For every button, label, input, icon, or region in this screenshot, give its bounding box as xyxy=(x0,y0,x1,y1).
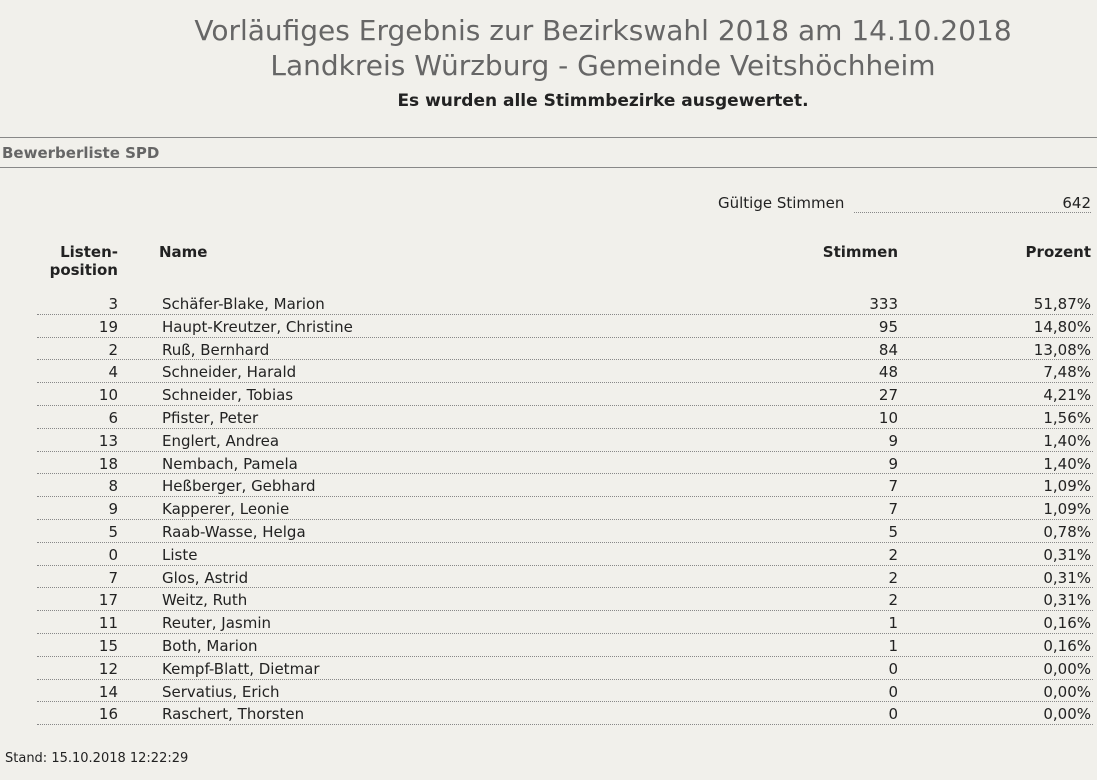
table-row xyxy=(37,611,1093,634)
cell-percent: 0,16% xyxy=(1043,636,1091,655)
cell-percent: 0,31% xyxy=(1043,591,1091,610)
page-header xyxy=(0,0,1097,138)
cell-votes: 1 xyxy=(888,636,898,655)
cell-percent: 51,87% xyxy=(1033,295,1091,313)
cell-position: 11 xyxy=(98,614,118,633)
table-row xyxy=(37,588,1093,611)
table-row xyxy=(37,474,1093,497)
cell-votes: 5 xyxy=(888,522,898,541)
table-row xyxy=(37,634,1093,657)
cell-percent: 0,00% xyxy=(1043,705,1091,724)
section-header xyxy=(0,137,1097,168)
cell-position: 4 xyxy=(108,363,118,382)
cell-name: Pfister, Peter xyxy=(162,408,259,427)
page-title: Vorläufiges Ergebnis zur Bezirkswahl 2018 am 14.10.2018 xyxy=(194,14,1012,47)
table-row xyxy=(37,292,1093,315)
status-message: Es wurden alle Stimmbezirke ausgewertet. xyxy=(397,91,809,111)
cell-votes: 2 xyxy=(888,545,898,564)
cell-votes: 0 xyxy=(888,682,898,701)
table-row xyxy=(37,543,1093,566)
cell-name: Heßberger, Gebhard xyxy=(162,477,316,496)
column-header-votes: Stimmen xyxy=(822,243,898,261)
cell-position: 0 xyxy=(108,545,118,564)
cell-votes: 84 xyxy=(878,340,898,359)
column-header-position-line1: Listen- xyxy=(60,243,118,261)
cell-percent: 1,40% xyxy=(1043,454,1091,473)
cell-name: Raschert, Thorsten xyxy=(162,705,305,724)
cell-percent: 0,00% xyxy=(1043,659,1091,678)
timestamp: Stand: 15.10.2018 12:22:29 xyxy=(5,751,189,766)
cell-position: 19 xyxy=(98,317,118,336)
column-header-name: Name xyxy=(159,243,208,261)
cell-percent: 1,56% xyxy=(1043,408,1091,427)
section-title: Bewerberliste SPD xyxy=(2,144,160,162)
cell-percent: 0,31% xyxy=(1043,545,1091,564)
cell-votes: 0 xyxy=(888,705,898,724)
table-row xyxy=(37,452,1093,475)
table-row xyxy=(37,383,1093,406)
cell-name: Ruß, Bernhard xyxy=(162,340,270,359)
table-row xyxy=(37,520,1093,543)
table-row xyxy=(37,315,1093,338)
cell-position: 7 xyxy=(108,568,118,587)
cell-percent: 7,48% xyxy=(1043,363,1091,382)
cell-position: 9 xyxy=(108,500,118,519)
cell-votes: 2 xyxy=(888,591,898,610)
cell-position: 2 xyxy=(108,340,118,359)
cell-percent: 1,40% xyxy=(1043,431,1091,450)
table-row xyxy=(37,702,1093,725)
cell-name: Nembach, Pamela xyxy=(162,454,298,473)
table-row xyxy=(37,657,1093,680)
cell-votes: 0 xyxy=(888,659,898,678)
cell-position: 16 xyxy=(98,705,118,724)
column-header-percent: Prozent xyxy=(1025,243,1091,261)
cell-position: 18 xyxy=(98,454,118,473)
cell-name: Schneider, Harald xyxy=(162,363,297,382)
cell-position: 13 xyxy=(98,431,118,450)
column-header-position-line2: position xyxy=(49,261,118,279)
cell-position: 8 xyxy=(108,477,118,496)
cell-position: 17 xyxy=(98,591,118,610)
cell-votes: 9 xyxy=(888,431,898,450)
cell-votes: 1 xyxy=(888,614,898,633)
column-header-position xyxy=(40,243,118,279)
cell-name: Haupt-Kreutzer, Christine xyxy=(162,317,353,336)
cell-votes: 48 xyxy=(878,363,898,382)
cell-position: 15 xyxy=(98,636,118,655)
cell-votes: 7 xyxy=(888,500,898,519)
table-row xyxy=(37,680,1093,703)
cell-percent: 14,80% xyxy=(1033,317,1091,336)
cell-percent: 0,78% xyxy=(1043,522,1091,541)
cell-name: Schneider, Tobias xyxy=(162,386,294,405)
cell-percent: 13,08% xyxy=(1033,340,1091,359)
cell-votes: 27 xyxy=(878,386,898,405)
cell-votes: 2 xyxy=(888,568,898,587)
cell-position: 14 xyxy=(98,682,118,701)
cell-percent: 1,09% xyxy=(1043,500,1091,519)
cell-votes: 333 xyxy=(869,295,898,313)
cell-position: 12 xyxy=(98,659,118,678)
cell-position: 3 xyxy=(108,295,118,313)
cell-votes: 7 xyxy=(888,477,898,496)
cell-votes: 9 xyxy=(888,454,898,473)
cell-name: Raab-Wasse, Helga xyxy=(162,522,306,541)
table-row xyxy=(37,338,1093,361)
cell-percent: 0,16% xyxy=(1043,614,1091,633)
valid-votes-divider xyxy=(854,212,1091,213)
valid-votes-value: 642 xyxy=(1062,194,1091,212)
cell-percent: 0,00% xyxy=(1043,682,1091,701)
cell-votes: 10 xyxy=(878,408,898,427)
cell-name: Schäfer-Blake, Marion xyxy=(162,295,325,313)
cell-votes: 95 xyxy=(878,317,898,336)
cell-percent: 1,09% xyxy=(1043,477,1091,496)
table-row xyxy=(37,429,1093,452)
page-subtitle-location: Landkreis Würzburg - Gemeinde Veitshöchheim xyxy=(270,49,936,82)
cell-name: Weitz, Ruth xyxy=(162,591,248,610)
cell-position: 10 xyxy=(98,386,118,405)
valid-votes-label: Gültige Stimmen xyxy=(718,194,845,212)
cell-position: 5 xyxy=(108,522,118,541)
table-row xyxy=(37,497,1093,520)
cell-percent: 0,31% xyxy=(1043,568,1091,587)
cell-name: Liste xyxy=(162,545,198,564)
cell-name: Kapperer, Leonie xyxy=(162,500,290,519)
table-row xyxy=(37,406,1093,429)
cell-name: Reuter, Jasmin xyxy=(162,614,272,633)
cell-name: Glos, Astrid xyxy=(162,568,249,587)
cell-position: 6 xyxy=(108,408,118,427)
cell-name: Kempf-Blatt, Dietmar xyxy=(162,659,320,678)
cell-name: Servatius, Erich xyxy=(162,682,280,701)
table-row xyxy=(37,360,1093,383)
cell-name: Englert, Andrea xyxy=(162,431,280,450)
cell-name: Both, Marion xyxy=(162,636,258,655)
cell-percent: 4,21% xyxy=(1043,386,1091,405)
results-table xyxy=(37,292,1093,725)
table-row xyxy=(37,566,1093,589)
